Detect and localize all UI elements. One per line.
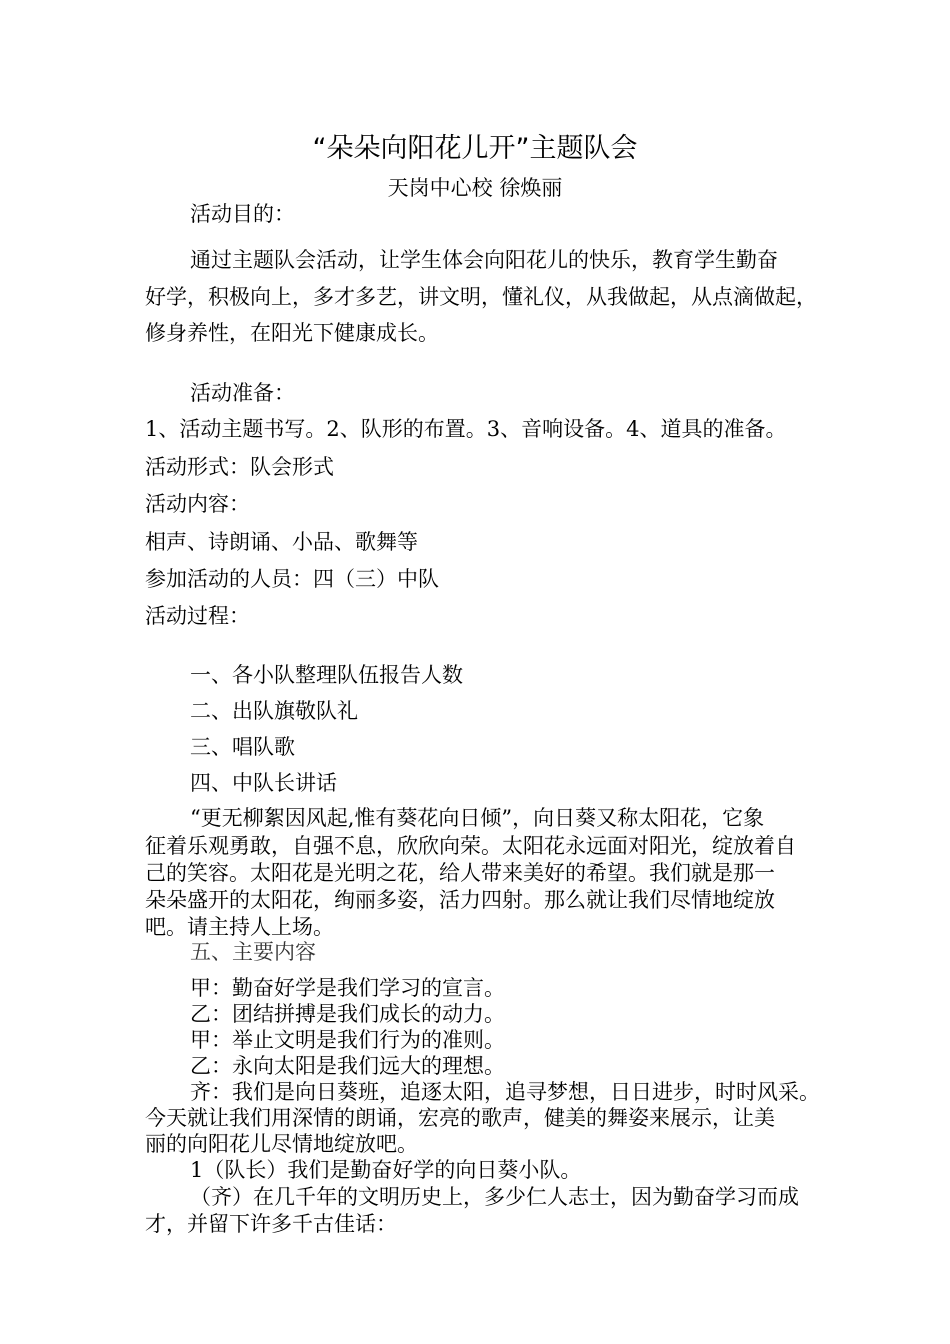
process-step: 四、中队长讲话 xyxy=(190,771,337,795)
purpose-heading: 活动目的： xyxy=(190,202,295,226)
together-line: 齐：我们是向日葵班，追逐太阳，追寻梦想，日日进步，时时风采。 xyxy=(190,1080,820,1104)
dialogue-line: 甲：举止文明是我们行为的准则。 xyxy=(190,1028,505,1052)
purpose-line: 通过主题队会活动，让学生体会向阳花儿的快乐，教育学生勤奋 xyxy=(190,248,778,272)
speech-line: 朵朵盛开的太阳花，绚丽多姿，活力四射。那么就让我们尽情地绽放 xyxy=(145,888,775,912)
team-one-text: （齐）在几千年的文明历史上，多少仁人志士，因为勤奋学习而成 xyxy=(190,1185,799,1209)
together-line: 丽的向阳花儿尽情地绽放吧。 xyxy=(145,1132,418,1156)
step-five: 五、主要内容 xyxy=(190,940,316,964)
participants: 参加活动的人员：四（三）中队 xyxy=(145,567,439,591)
process-step: 三、唱队歌 xyxy=(190,735,295,759)
process-step: 一、各小队整理队伍报告人数 xyxy=(190,663,463,687)
process-step: 二、出队旗敬队礼 xyxy=(190,699,358,723)
together-line: 今天就让我们用深情的朗诵，宏亮的歌声，健美的舞姿来展示，让美 xyxy=(145,1106,775,1130)
prep-items: 1、活动主题书写。2、队形的布置。3、音响设备。4、道具的准备。 xyxy=(145,417,787,441)
speech-line: 己的笑容。太阳花是光明之花，给人带来美好的希望。我们就是那一 xyxy=(145,861,775,885)
team-one-text: 才，并留下许多千古佳话： xyxy=(145,1212,397,1236)
speech-line: 征着乐观勇敢，自强不息，欣欣向荣。太阳花永远面对阳光，绽放着自 xyxy=(145,834,796,858)
activity-content: 相声、诗朗诵、小品、歌舞等 xyxy=(145,530,418,554)
team-one-line: 1（队长）我们是勤奋好学的向日葵小队。 xyxy=(190,1158,582,1182)
dialogue-line: 甲：勤奋好学是我们学习的宣言。 xyxy=(190,976,505,1000)
document-title: “朵朵向阳花儿开”主题队会 xyxy=(312,133,638,164)
dialogue-line: 乙：团结拼搏是我们成长的动力。 xyxy=(190,1002,505,1026)
prep-heading: 活动准备： xyxy=(190,381,295,405)
activity-form: 活动形式：队会形式 xyxy=(145,455,334,479)
purpose-line: 好学，积极向上，多才多艺，讲文明，懂礼仪，从我做起，从点滴做起， xyxy=(145,285,817,309)
speech-line: “更无柳絮因风起,惟有葵花向日倾”，向日葵又称太阳花，它象 xyxy=(190,806,765,830)
speech-line: 吧。请主持人上场。 xyxy=(145,915,334,939)
process-heading: 活动过程： xyxy=(145,604,250,628)
dialogue-line: 乙：永向太阳是我们远大的理想。 xyxy=(190,1054,505,1078)
purpose-line: 修身养性，在阳光下健康成长。 xyxy=(145,321,439,345)
content-heading: 活动内容： xyxy=(145,492,250,516)
author-byline: 天岗中心校 徐焕丽 xyxy=(387,176,563,200)
